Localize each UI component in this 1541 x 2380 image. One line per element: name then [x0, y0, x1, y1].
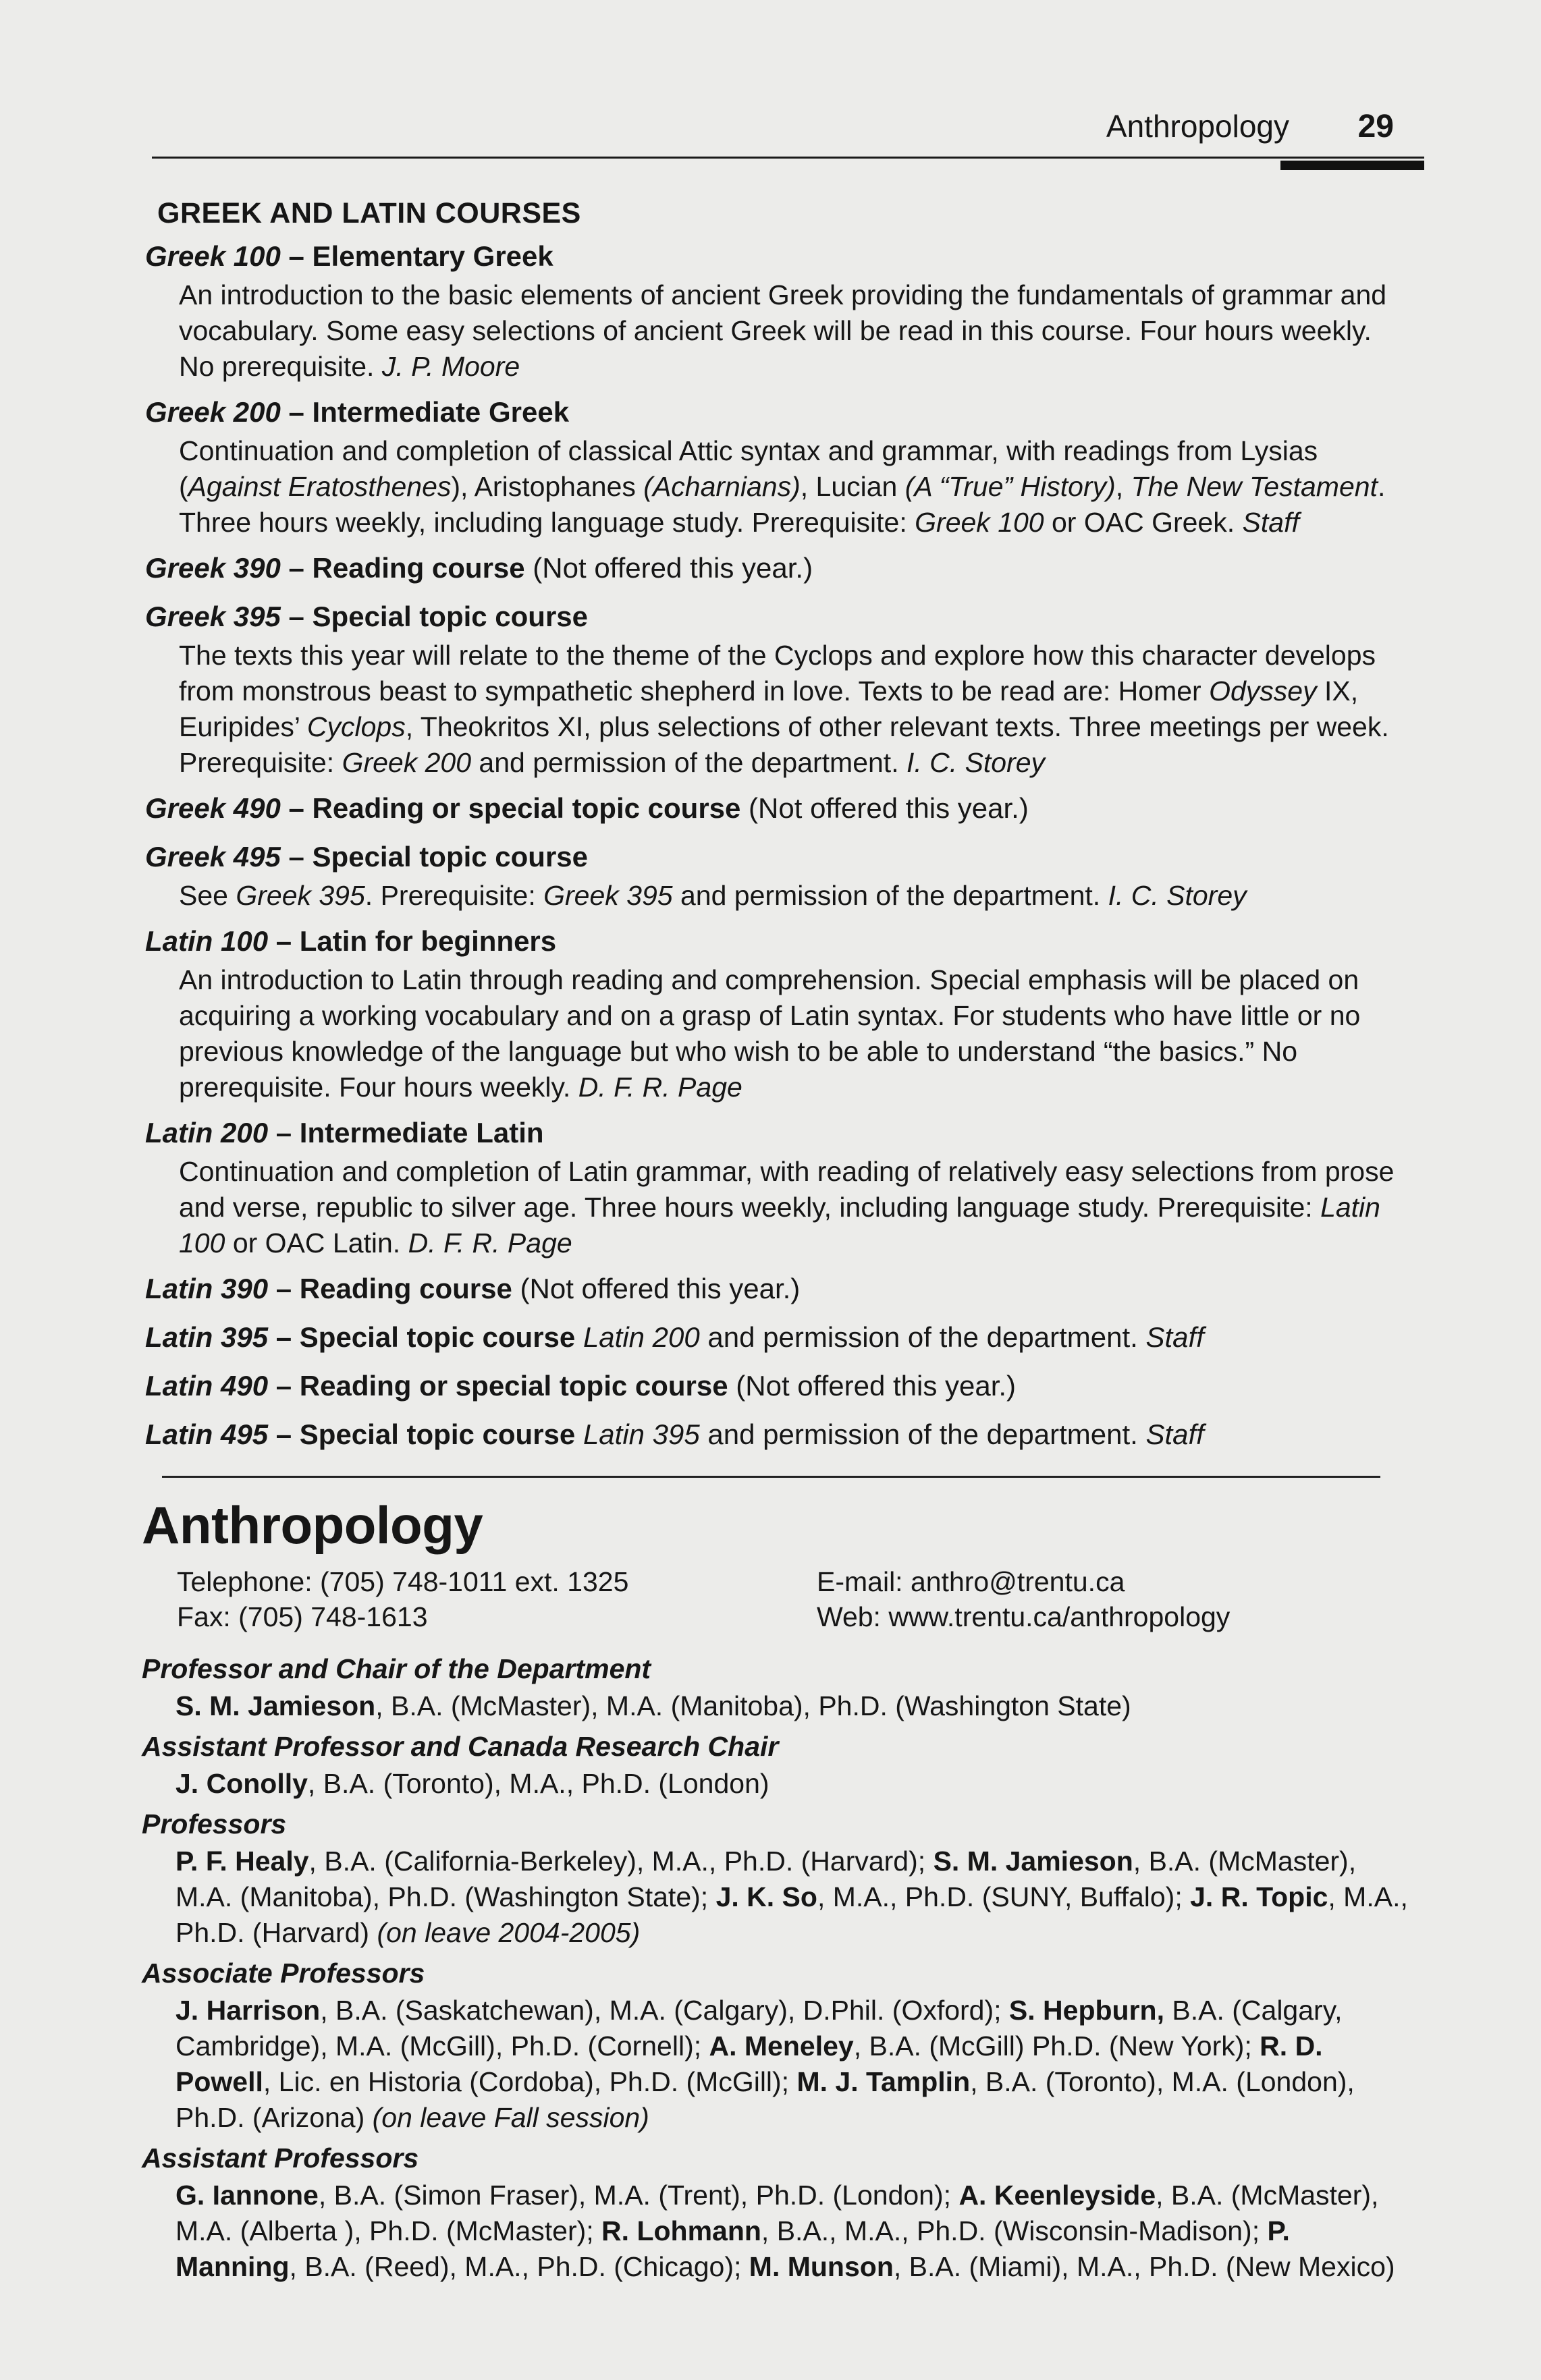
greek-latin-courses: [145, 197, 1414, 1462]
course-dash: –: [268, 1418, 300, 1450]
course-title: [145, 1317, 1414, 1358]
course-dash: –: [280, 240, 313, 272]
text-run: ,: [1115, 471, 1131, 502]
italic-run: Greek 395: [543, 880, 673, 911]
course-entry: [145, 787, 1414, 829]
text-run: , M.A., Ph.D. (Harvard): [175, 1881, 1408, 1948]
course-note: (Not offered this year.): [740, 792, 1029, 824]
italic-run: Greek 200: [342, 747, 472, 778]
faculty-list: [142, 1649, 1411, 2285]
contact-right-column: [817, 1564, 1230, 1634]
faculty-role-heading: Assistant Professor and Canada Research Chair: [142, 1731, 779, 1762]
header-tab-marker: [1280, 161, 1424, 170]
text-run: , B.A. (Toronto), M.A., Ph.D. (London): [307, 1768, 769, 1799]
running-header: [152, 101, 1424, 175]
text-run: An introduction to Latin through reading and comprehension. Special emphasis will be placed on acquiring a working vocabulary and on a grasp of Latin syntax. For students who have little or no previous knowledge of the language but who wish to be able to understand “the basics.” No prerequisite. Four hours weekly.: [179, 964, 1361, 1103]
course-dash: –: [268, 925, 300, 957]
course-dash: –: [268, 1273, 300, 1304]
course-title: [145, 236, 1414, 277]
course-name: Intermediate Greek: [312, 396, 570, 428]
contact-info: [177, 1564, 1411, 1646]
course-dash: –: [268, 1117, 300, 1149]
fax: Fax: (705) 748-1613: [177, 1601, 428, 1632]
course-code: Latin 395: [145, 1321, 269, 1353]
course-code: Latin 390: [145, 1273, 269, 1304]
bold-run: J. Conolly: [175, 1768, 308, 1799]
header-section-name: Anthropology: [1106, 109, 1289, 144]
italic-run: Staff: [1145, 1418, 1204, 1450]
italic-run: Greek 395: [236, 880, 365, 911]
course-note: (Not offered this year.): [524, 552, 813, 584]
italic-run: Latin 395: [583, 1418, 700, 1450]
faculty-members: [175, 1688, 1411, 1724]
faculty-role-heading: Associate Professors: [142, 1958, 425, 1989]
bold-run: A. Meneley: [709, 2030, 854, 2061]
faculty-members: [175, 2178, 1411, 2285]
faculty-role-heading: Professors: [142, 1808, 287, 1839]
bold-run: J. R. Topic: [1190, 1881, 1328, 1912]
course-dash: –: [280, 792, 313, 824]
course-title: [145, 1112, 1414, 1154]
italic-run: Greek 100: [915, 507, 1044, 538]
course-code: Latin 495: [145, 1418, 269, 1450]
text-run: , B.A., M.A., Ph.D. (Wisconsin-Madison);: [761, 2215, 1268, 2246]
text-run: , B.A. (California-Berkeley), M.A., Ph.D. (Harvard);: [308, 1846, 934, 1877]
text-run: , B.A. (McMaster), M.A. (Alberta ), Ph.D. (McMaster);: [175, 2180, 1379, 2246]
text-run: Continuation and completion of classical Attic syntax and grammar, with readings from Lysias (: [179, 435, 1318, 502]
italic-run: Latin 200: [583, 1321, 700, 1353]
course-code: Latin 490: [145, 1370, 269, 1402]
course-entry: [145, 1268, 1414, 1310]
italic-run: I. C. Storey: [1108, 880, 1247, 911]
course-dash: –: [268, 1321, 300, 1353]
course-entry: [145, 236, 1414, 385]
course-entry: [145, 920, 1414, 1105]
course-code: Greek 200: [145, 396, 281, 428]
course-description: [179, 638, 1414, 781]
italic-run: Latin 100: [179, 1192, 1380, 1258]
italic-run: (Acharnians): [643, 471, 801, 502]
italic-run: I. C. Storey: [907, 747, 1046, 778]
course-code: Greek 100: [145, 240, 281, 272]
bold-run: A. Keenleyside: [958, 2180, 1156, 2211]
italic-run: Staff: [1145, 1321, 1204, 1353]
italic-run: D. F. R. Page: [408, 1227, 572, 1258]
italic-run: The New Testament: [1131, 471, 1378, 502]
course-entry: [145, 1317, 1414, 1358]
text-run: , B.A. (Toronto), M.A. (London), Ph.D. (Arizona): [175, 2066, 1355, 2133]
course-list: [145, 236, 1414, 1456]
text-run: The texts this year will relate to the theme of the Cyclops and explore how this character develops from monstrous beast to sympathetic shepherd in love. Texts to be read are: Homer: [179, 640, 1376, 707]
course-entry: [145, 596, 1414, 781]
bold-run: G. Iannone: [175, 2180, 319, 2211]
course-name: Special topic course: [299, 1418, 576, 1450]
bold-run: M. J. Tamplin: [796, 2066, 971, 2097]
course-entry: [145, 836, 1414, 914]
course-name: Latin for beginners: [299, 925, 557, 957]
department-section: [142, 1495, 1411, 2285]
course-name: Special topic course: [312, 601, 589, 632]
faculty-members: [175, 1993, 1411, 2136]
bold-run: R. D. Powell: [175, 2030, 1323, 2097]
course-title: [145, 920, 1414, 962]
text-run: , B.A. (Saskatchewan), M.A. (Calgary), D.Phil. (Oxford);: [320, 1995, 1009, 2026]
course-entry: [145, 1112, 1414, 1261]
page-number: 29: [1357, 109, 1394, 144]
bold-run: S. M. Jamieson: [175, 1690, 376, 1721]
course-name: Reading or special topic course: [312, 792, 741, 824]
course-title: [145, 787, 1414, 829]
course-inline-detail: [575, 1418, 1204, 1450]
course-description: [179, 433, 1414, 541]
contact-left-column: [177, 1564, 628, 1634]
text-run: , M.A., Ph.D. (SUNY, Buffalo);: [817, 1881, 1191, 1912]
course-title: [145, 391, 1414, 433]
faculty-members: [175, 1844, 1411, 1951]
faculty-role-heading: Assistant Professors: [142, 2142, 419, 2174]
section-divider: [162, 1476, 1380, 1478]
italic-run: (on leave Fall session): [372, 2102, 649, 2133]
bold-run: J. K. So: [715, 1881, 817, 1912]
bold-run: R. Lohmann: [601, 2215, 761, 2246]
text-run: Continuation and completion of Latin grammar, with reading of relatively easy selections from prose and verse, republic to silver age. Three hours weekly, including language study. Prerequisite:: [179, 1156, 1395, 1223]
faculty-role-heading: Professor and Chair of the Department: [142, 1653, 651, 1684]
course-name: Reading course: [299, 1273, 512, 1304]
faculty-members: [175, 1766, 1411, 1802]
course-title: [145, 836, 1414, 878]
telephone: Telephone: (705) 748-1011 ext. 1325: [177, 1566, 629, 1597]
course-description: [179, 277, 1414, 385]
text-run: and permission of the department.: [699, 1321, 1146, 1353]
text-run: ), Aristophanes: [451, 471, 644, 502]
italic-run: Odyssey: [1209, 675, 1317, 707]
course-entry: [145, 391, 1414, 541]
text-run: , Lucian: [800, 471, 905, 502]
course-name: Reading or special topic course: [299, 1370, 728, 1402]
text-run: , B.A. (Miami), M.A., Ph.D. (New Mexico): [893, 2251, 1395, 2282]
italic-run: (on leave 2004-2005): [377, 1917, 641, 1948]
course-entry: [145, 547, 1414, 589]
course-note: (Not offered this year.): [728, 1370, 1017, 1402]
course-entry: [145, 1365, 1414, 1407]
bold-run: S. Hepburn,: [1008, 1995, 1164, 2026]
text-run: , Theokritos XI, plus selections of other relevant texts. Three meetings per week. Prerequisite:: [179, 711, 1389, 778]
italic-run: D. F. R. Page: [578, 1072, 742, 1103]
bold-run: M. Munson: [749, 2251, 894, 2282]
text-run: , B.A. (McMaster), M.A. (Manitoba), Ph.D. (Washington State): [375, 1690, 1131, 1721]
course-description: [179, 1154, 1414, 1261]
course-name: Special topic course: [299, 1321, 576, 1353]
course-code: Greek 495: [145, 841, 281, 873]
bold-run: P. F. Healy: [175, 1846, 309, 1877]
text-run: . Three hours weekly, including language study. Prerequisite:: [179, 471, 1386, 538]
course-code: Latin 100: [145, 925, 269, 957]
italic-run: (A “True” History): [904, 471, 1116, 502]
text-run: or OAC Latin.: [225, 1227, 408, 1258]
italic-run: J. P. Moore: [381, 351, 520, 382]
web: Web: www.trentu.ca/anthropology: [817, 1601, 1231, 1632]
bold-run: S. M. Jamieson: [933, 1846, 1133, 1877]
italic-run: Against Eratosthenes: [188, 471, 452, 502]
text-run: , B.A. (McMaster), M.A. (Manitoba), Ph.D. (Washington State);: [175, 1846, 1357, 1912]
section-heading: GREEK AND LATIN COURSES: [157, 197, 581, 229]
course-code: Greek 395: [145, 601, 281, 632]
department-title: Anthropology: [142, 1495, 483, 1555]
text-run: . Prerequisite:: [364, 880, 544, 911]
course-title: [145, 596, 1414, 638]
course-inline-detail: [575, 1321, 1204, 1353]
course-dash: –: [280, 601, 313, 632]
course-description: [179, 878, 1414, 914]
text-run: , B.A. (McGill) Ph.D. (New York);: [853, 2030, 1260, 2061]
text-run: and permission of the department.: [672, 880, 1108, 911]
course-title: [145, 1268, 1414, 1310]
bold-run: J. Harrison: [175, 1995, 321, 2026]
course-name: Reading course: [312, 552, 525, 584]
course-note: (Not offered this year.): [512, 1273, 801, 1304]
italic-run: Staff: [1242, 507, 1299, 538]
course-name: Special topic course: [312, 841, 589, 873]
text-run: or OAC Greek.: [1044, 507, 1243, 538]
text-run: and permission of the department.: [699, 1418, 1146, 1450]
course-title: [145, 1414, 1414, 1456]
course-dash: –: [280, 396, 313, 428]
course-code: Latin 200: [145, 1117, 269, 1149]
course-code: Greek 490: [145, 792, 281, 824]
course-entry: [145, 1414, 1414, 1456]
text-run: B.A. (Calgary, Cambridge), M.A. (McGill), Ph.D. (Cornell);: [175, 1995, 1343, 2061]
header-rule: [152, 157, 1424, 159]
text-run: , B.A. (Simon Fraser), M.A. (Trent), Ph.D. (London);: [318, 2180, 959, 2211]
text-run: and permission of the department.: [471, 747, 907, 778]
text-run: IX, Euripides’: [179, 675, 1359, 742]
course-title: [145, 1365, 1414, 1407]
text-run: , Lic. en Historia (Cordoba), Ph.D. (McGill);: [263, 2066, 797, 2097]
bold-run: P. Manning: [175, 2215, 1290, 2282]
course-name: Intermediate Latin: [299, 1117, 544, 1149]
email: E-mail: anthro@trentu.ca: [817, 1566, 1125, 1597]
course-name: Elementary Greek: [312, 240, 553, 272]
text-run: An introduction to the basic elements of ancient Greek providing the fundamentals of grammar and vocabulary. Some easy selections of ancient Greek will be read in this course. Four hours weekly. No prerequisite.: [179, 279, 1387, 382]
course-description: [179, 962, 1414, 1105]
course-dash: –: [268, 1370, 300, 1402]
course-title: [145, 547, 1414, 589]
text-run: See: [179, 880, 236, 911]
italic-run: Cyclops: [306, 711, 406, 742]
course-dash: –: [280, 841, 313, 873]
course-dash: –: [280, 552, 313, 584]
text-run: , B.A. (Reed), M.A., Ph.D. (Chicago);: [289, 2251, 749, 2282]
course-code: Greek 390: [145, 552, 281, 584]
